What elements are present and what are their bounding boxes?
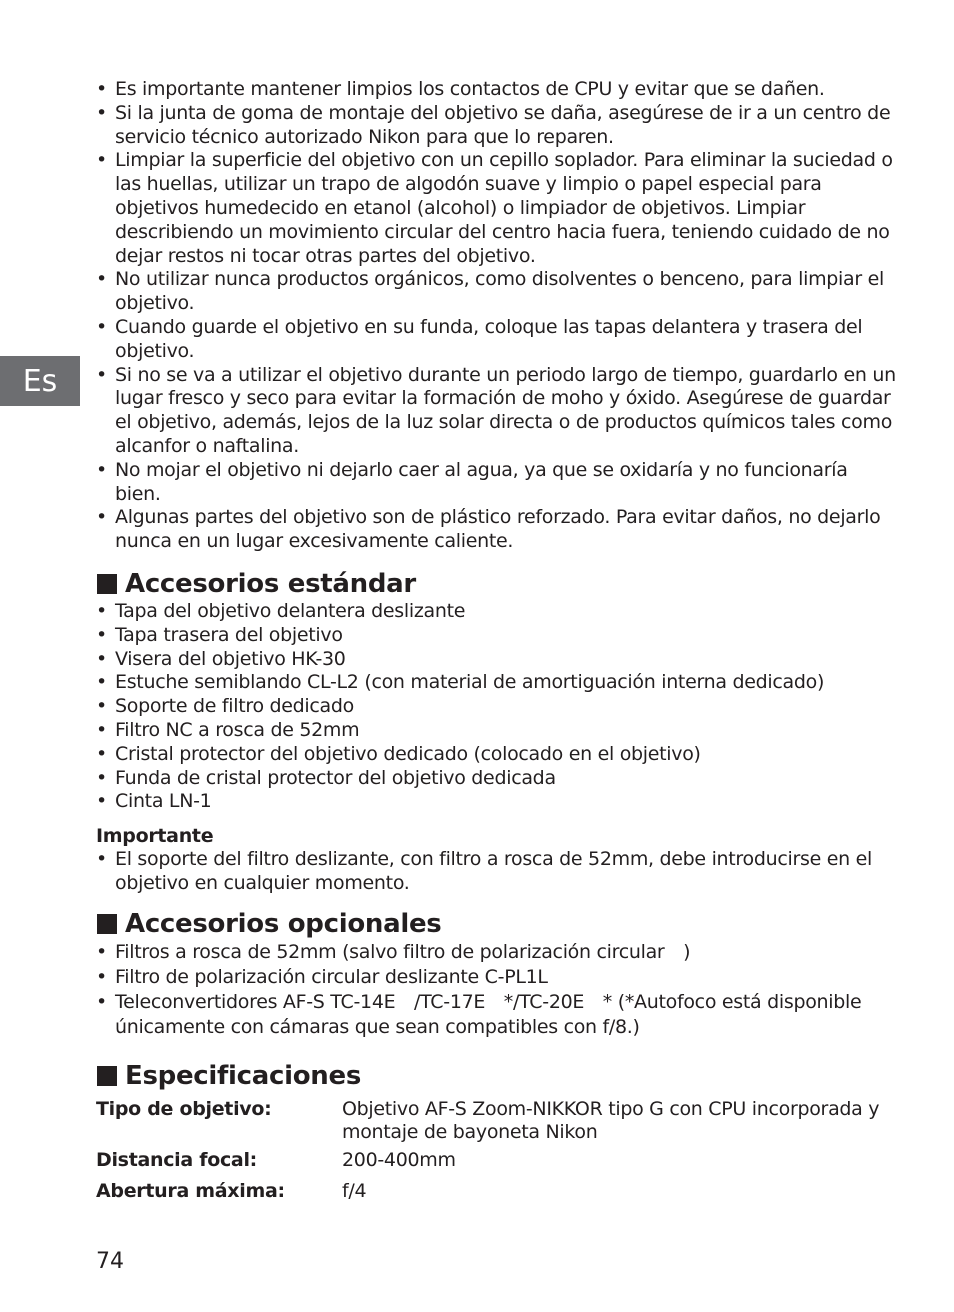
list-item: • Funda de cristal protector del objetivo dedicada xyxy=(96,767,896,791)
care-notes-list xyxy=(96,78,896,554)
page-content xyxy=(96,78,896,1204)
spec-row xyxy=(96,1149,896,1173)
square-bullet-icon xyxy=(97,574,117,594)
list-item: • Tapa del objetivo delantera deslizante xyxy=(96,600,896,624)
optional-accessories-heading xyxy=(96,908,896,940)
list-item: • Teleconvertidores AF-S TC-14E /TC-17E */TC-20E * (*Autofoco está disponible únicamente con cámaras que sean compatibles con f/8.) xyxy=(96,990,896,1040)
list-item: • Estuche semiblando CL-L2 (con material de amortiguación interna dedicado) xyxy=(96,671,896,695)
list-item: • No utilizar nunca productos orgánicos, como disolventes o benceno, para limpiar el objetivo. xyxy=(96,268,896,316)
language-tab xyxy=(0,356,80,406)
list-item: • Filtro NC a rosca de 52mm xyxy=(96,719,896,743)
list-item: • Si la junta de goma de montaje del objetivo se daña, asegúrese de ir a un centro de servicio técnico autorizado Nikon para que lo reparen. xyxy=(96,102,896,150)
specifications-heading xyxy=(96,1060,896,1092)
list-item: • No mojar el objetivo ni dejarlo caer al agua, ya que se oxidaría y no funcionaría bien. xyxy=(96,459,896,507)
spec-label: Abertura máxima: xyxy=(96,1180,285,1203)
spec-value: Objetivo AF-S Zoom-NIKKOR tipo G con CPU incorporada y montaje de bayoneta Nikon xyxy=(342,1097,880,1144)
important-list xyxy=(96,848,896,896)
list-item: • Cinta LN-1 xyxy=(96,790,896,814)
spec-row xyxy=(96,1180,896,1204)
list-item: • Algunas partes del objetivo son de plástico reforzado. Para evitar daños, no dejarlo nunca en un lugar excesivamente caliente. xyxy=(96,506,896,554)
spec-row xyxy=(96,1098,896,1145)
square-bullet-icon xyxy=(97,914,117,934)
page-number: 74 xyxy=(96,1249,124,1274)
spec-value: f/4 xyxy=(342,1180,367,1203)
list-item: • Filtros a rosca de 52mm (salvo filtro de polarización circular ) xyxy=(96,940,896,965)
list-item: • Si no se va a utilizar el objetivo durante un periodo largo de tiempo, guardarlo en un lugar fresco y seco para evitar la formación de moho y óxido. Asegúrese de guardar el objetivo, además, lejos de la luz solar directa o de productos químicos tales como alcanfor o naftalina. xyxy=(96,364,896,459)
square-bullet-icon xyxy=(97,1066,117,1086)
spec-value: 200-400mm xyxy=(342,1148,456,1171)
section-title: Especificaciones xyxy=(125,1060,361,1091)
list-item: • Soporte de filtro dedicado xyxy=(96,695,896,719)
spec-label: Distancia focal: xyxy=(96,1148,257,1171)
important-label: Importante xyxy=(96,825,214,848)
list-item: • Cristal protector del objetivo dedicado (colocado en el objetivo) xyxy=(96,743,896,767)
list-item: • Es importante mantener limpios los contactos de CPU y evitar que se dañen. xyxy=(96,78,896,102)
list-item: • Filtro de polarización circular deslizante C-PL1L xyxy=(96,965,896,990)
list-item: • Tapa trasera del objetivo xyxy=(96,624,896,648)
spec-label: Tipo de objetivo: xyxy=(96,1097,272,1120)
section-title: Accesorios estándar xyxy=(125,568,416,599)
list-item: • El soporte del filtro deslizante, con filtro a rosca de 52mm, debe introducirse en el objetivo en cualquier momento. xyxy=(96,848,896,896)
specifications-table xyxy=(96,1098,896,1204)
list-item: • Limpiar la superficie del objetivo con un cepillo soplador. Para eliminar la suciedad o las huellas, utilizar un trapo de algodón suave y limpio o papel especial para objetivos humedecido en etanol (alcohol) o limpiador de objetivos. Limpiar describiendo un movimiento circular del centro hacia fuera, teniendo cuidado de no dejar restos ni tocar otras partes del objetivo. xyxy=(96,149,896,268)
optional-accessories-list xyxy=(96,940,896,1040)
language-tab-label: Es xyxy=(22,363,58,399)
section-title: Accesorios opcionales xyxy=(125,908,442,939)
list-item: • Cuando guarde el objetivo en su funda, coloque las tapas delantera y trasera del objetivo. xyxy=(96,316,896,364)
standard-accessories-heading xyxy=(96,568,896,600)
list-item: • Visera del objetivo HK-30 xyxy=(96,648,896,672)
standard-accessories-list xyxy=(96,600,896,814)
